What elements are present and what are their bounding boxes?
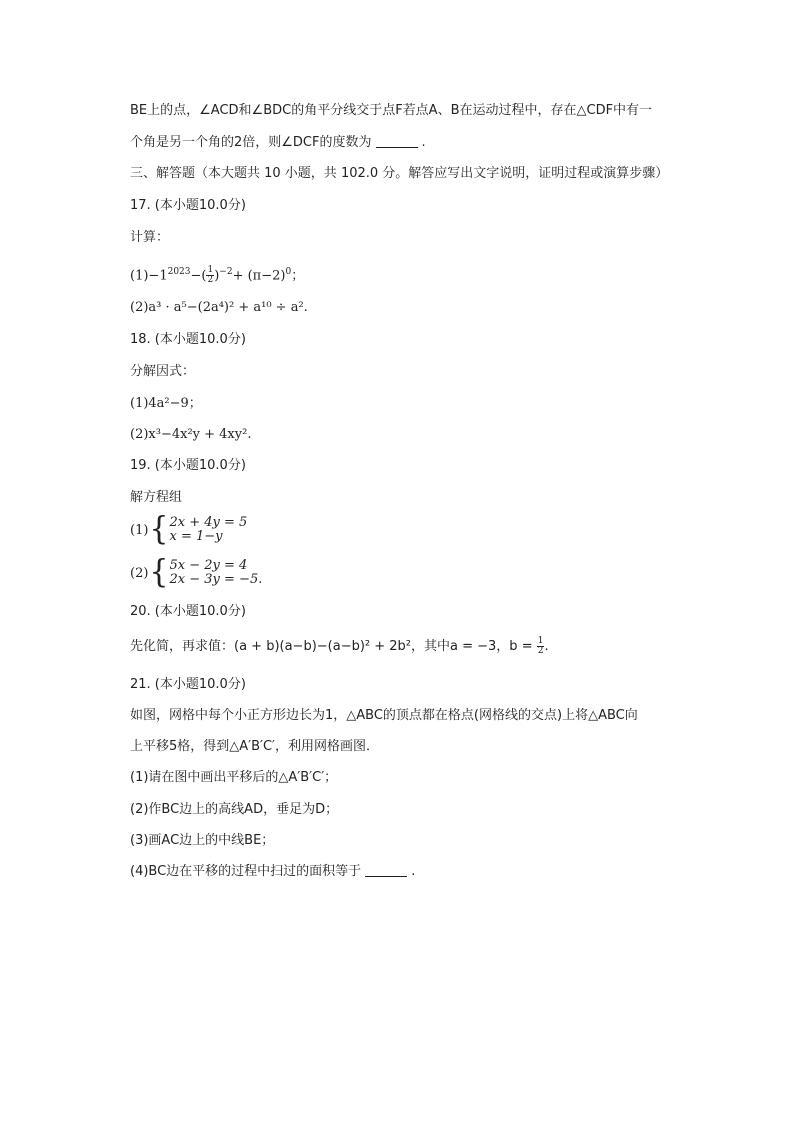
q19-instruction: 解方程组 — [130, 490, 183, 505]
q17-part1-end: ； — [291, 268, 305, 284]
q21-part3: (3)画AC边上的中线BE； — [130, 833, 275, 848]
q17-part1-exp-a: 2023 — [167, 267, 191, 277]
q20-text-post: . — [544, 639, 549, 654]
q19-system-1 — [130, 511, 248, 548]
q21-part4-end: . — [411, 864, 416, 879]
q18-part1: (1)4a²−9； — [130, 396, 202, 411]
intro-line-2 — [130, 133, 426, 153]
q17-instruction: 计算： — [130, 230, 170, 245]
q19-header: 19. (本小题10.0分) — [130, 458, 246, 473]
q17-part1-fraction — [206, 266, 214, 285]
q20-text-pre: 先化简，再求值：(a + b)(a−b)−(a−b)² + 2b²，其中a = −3，b = — [130, 639, 537, 654]
q18-part2: (2)x³−4x²y + 4xy². — [130, 427, 252, 442]
q17-part1-exp-c: 0 — [285, 267, 292, 277]
answer-blank[interactable] — [376, 133, 418, 148]
q19-system-2-rows — [170, 559, 263, 587]
q17-header: 17. (本小题10.0分) — [130, 198, 246, 213]
q19-system-1-rows — [170, 516, 248, 544]
q17-part1: $(1)-1^{2023}-$( $\frac{1}{2}$ )$^{-2}+ (\pi-2)^0$； — [130, 265, 305, 286]
q17-part1-label: (1) — [130, 268, 149, 284]
q19-part1-eq1: 2x + 4y = 5 — [169, 515, 248, 530]
q19-part1-eq2: x = 1−y — [169, 529, 223, 544]
q21-header: 21. (本小题10.0分) — [130, 677, 246, 692]
q17-part1-tail: + (π−2) — [232, 268, 286, 284]
q20-text — [130, 637, 549, 657]
q17-part2: (2)a³ · a⁵−(2a⁴)² + a¹⁰ ÷ a². — [130, 300, 308, 315]
q17-part1-minus: −( — [190, 268, 207, 284]
intro-line-1: BE上的点，∠ACD和∠BDC的角平分线交于点F若点A、B在运动过程中，存在△CDF中有一 — [130, 103, 653, 118]
brace-icon: { — [149, 554, 169, 591]
fraction-numerator: 1 — [537, 636, 544, 646]
q21-part4-text: (4)BC边在平移的过程中扫过的面积等于 — [130, 864, 362, 879]
q18-instruction: 分解因式： — [130, 364, 196, 379]
q17-part1-exp-b: −2 — [219, 267, 233, 277]
q21-part2: (2)作BC边上的高线AD，垂足为D； — [130, 802, 339, 817]
q21-line-1: 如图，网格中每个小正方形边长为1，△ABC的顶点都在格点(网格线的交点)上将△ABC向 — [130, 708, 638, 723]
answer-blank[interactable] — [365, 862, 407, 877]
q21-part4 — [130, 862, 415, 882]
q19-part2-label: (2) — [130, 565, 149, 581]
q17-part1-a: −1 — [148, 268, 168, 284]
q19-part2-eq2: 2x − 3y = −5. — [169, 572, 263, 587]
q18-header: 18. (本小题10.0分) — [130, 332, 246, 347]
q19-system-2 — [130, 554, 263, 591]
q20-header: 20. (本小题10.0分) — [130, 604, 246, 619]
q21-line-2: 上平移5格，得到△A′B′C′，利用网格画图． — [130, 739, 380, 754]
intro-line-2-text: 个角是另一个角的2倍，则∠DCF的度数为 — [130, 135, 372, 150]
q19-part1-label: (1) — [130, 522, 149, 538]
fraction-denominator: 2 — [207, 275, 214, 286]
brace-icon: { — [149, 511, 169, 548]
q21-part1: (1)请在图中画出平移后的△A′B′C′； — [130, 770, 338, 785]
intro-line-2-end: . — [421, 135, 426, 150]
fraction-denominator: 2 — [537, 646, 544, 656]
q19-part2-eq1: 5x − 2y = 4 — [169, 558, 248, 573]
section-3-heading: 三、解答题（本大题共 10 小题，共 102.0 分。解答应写出文字说明，证明过程或演算步骤） — [130, 166, 669, 181]
fraction-numerator: 1 — [207, 265, 214, 276]
